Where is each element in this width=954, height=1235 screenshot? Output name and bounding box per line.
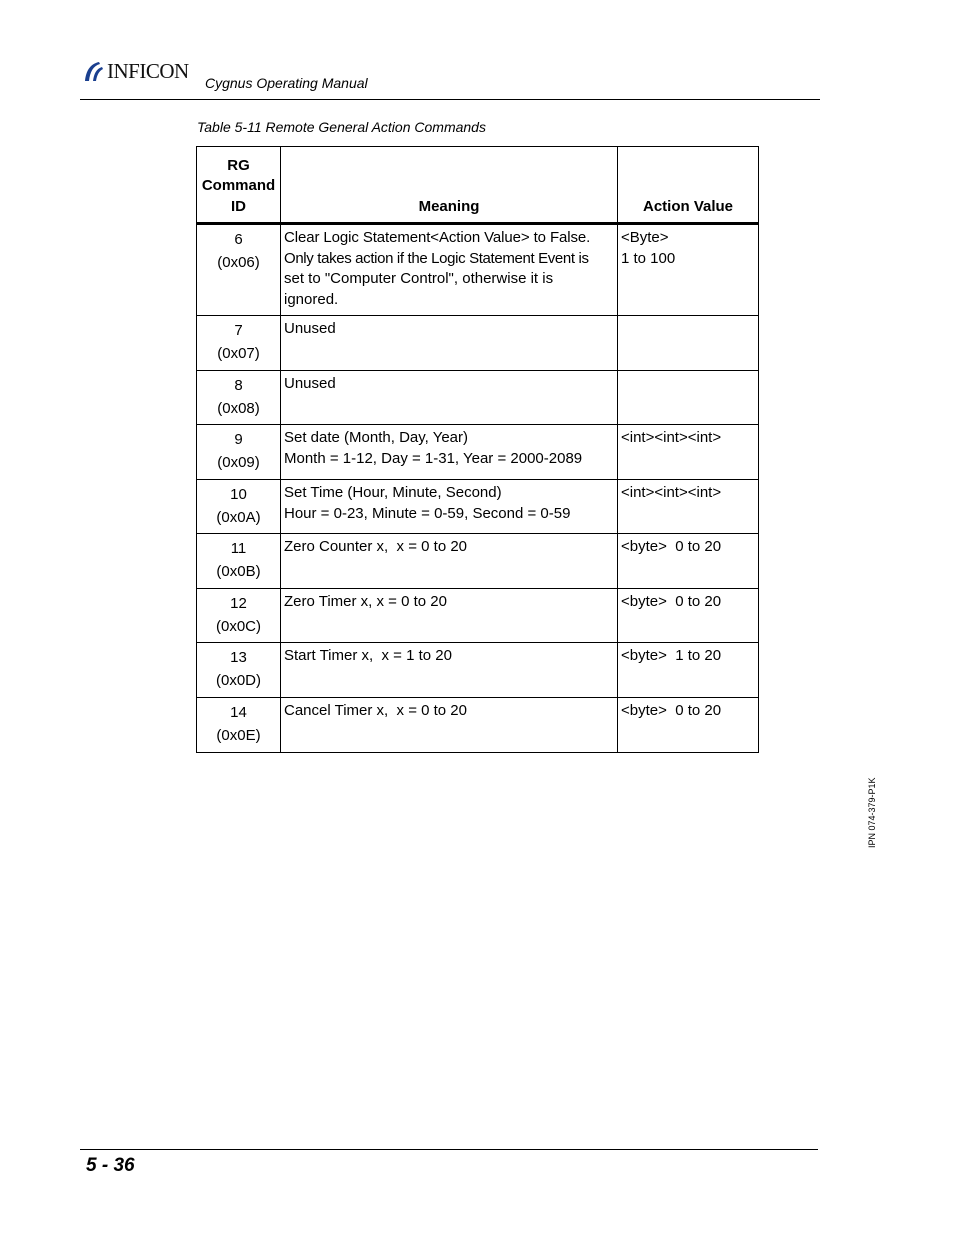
header-id-line: RG — [227, 156, 250, 174]
action-value-cell — [618, 589, 759, 643]
command-hex: (0x08) — [217, 400, 260, 417]
meaning-cell — [281, 316, 618, 371]
table-row — [197, 316, 759, 371]
command-id: 13 — [230, 649, 247, 666]
command-id-cell — [197, 371, 281, 425]
meaning-cell — [281, 371, 618, 425]
table-row — [197, 480, 759, 534]
action-value-line: <byte> 0 to 20 — [621, 593, 722, 610]
command-id: 8 — [234, 377, 243, 394]
manual-title: Cygnus Operating Manual — [205, 75, 368, 91]
command-id: 12 — [230, 595, 247, 612]
meaning-line: Month = 1-12, Day = 1-31, Year = 2000-2089 — [284, 449, 583, 467]
meaning-line: Cancel Timer x, x = 0 to 20 — [284, 702, 467, 719]
command-hex: (0x0D) — [215, 672, 261, 689]
meaning-line: Zero Counter x, x = 0 to 20 — [284, 538, 468, 555]
meaning-line: Start Timer x, x = 1 to 20 — [284, 647, 452, 664]
meaning-line: Clear Logic Statement<Action Value> to False. — [284, 229, 591, 246]
command-id: 11 — [230, 540, 247, 557]
action-value-cell — [618, 698, 759, 753]
command-id-cell — [197, 643, 281, 698]
inficon-logo-icon — [82, 59, 104, 83]
column-header-meaning: Meaning — [281, 147, 618, 224]
command-hex: (0x0E) — [216, 727, 261, 744]
command-id: 9 — [234, 431, 243, 448]
table-row — [197, 224, 759, 316]
meaning-line: Set date (Month, Day, Year) — [284, 429, 468, 446]
action-value-cell — [618, 224, 759, 316]
table-row — [197, 698, 759, 753]
action-value-line: <byte> 0 to 20 — [621, 702, 722, 719]
meaning-cell — [281, 589, 618, 643]
remote-general-action-commands-table — [196, 146, 759, 753]
footer-divider — [80, 1149, 818, 1150]
meaning-cell — [281, 643, 618, 698]
action-value-cell — [618, 371, 759, 425]
command-hex: (0x09) — [217, 454, 260, 471]
command-id-cell — [197, 425, 281, 480]
command-id-cell — [197, 480, 281, 534]
action-value-line: 1 to 100 — [621, 249, 676, 267]
meaning-cell — [281, 698, 618, 753]
table-row — [197, 643, 759, 698]
meaning-line: Only takes action if the Logic Statement Event is — [284, 249, 589, 267]
command-id-cell — [197, 534, 281, 589]
action-value-cell — [618, 480, 759, 534]
command-id-cell — [197, 316, 281, 371]
meaning-line: Hour = 0-23, Minute = 0-59, Second = 0-59 — [284, 504, 571, 522]
meaning-line: Unused — [284, 320, 336, 337]
command-id: 10 — [230, 486, 247, 503]
action-value-line: <int><int><int> — [621, 429, 722, 446]
action-value-cell — [618, 534, 759, 589]
action-value-line: <byte> 1 to 20 — [621, 647, 722, 664]
page-number: 5 - 36 — [86, 1155, 135, 1176]
meaning-cell — [281, 534, 618, 589]
table-row — [197, 371, 759, 425]
command-hex: (0x07) — [217, 345, 260, 362]
table-row — [197, 425, 759, 480]
meaning-line: ignored. — [284, 290, 339, 308]
command-id: 7 — [234, 322, 243, 339]
action-value-line: <byte> 0 to 20 — [621, 538, 722, 555]
table-row — [197, 534, 759, 589]
header-id-line: ID — [231, 197, 246, 215]
command-id: 14 — [230, 704, 247, 721]
meaning-line: Zero Timer x, x = 0 to 20 — [284, 593, 447, 610]
meaning-line: Set Time (Hour, Minute, Second) — [284, 484, 502, 501]
action-value-cell — [618, 643, 759, 698]
command-id-cell — [197, 589, 281, 643]
table-caption: Table 5-11 Remote General Action Commands — [197, 119, 486, 135]
meaning-cell — [281, 425, 618, 480]
header-id-line: Command — [201, 177, 276, 194]
inficon-logo — [82, 58, 189, 84]
command-hex: (0x0A) — [216, 509, 261, 526]
meaning-line: Unused — [284, 375, 336, 392]
table-row — [197, 589, 759, 643]
action-value-line: <Byte> — [621, 229, 669, 246]
action-value-cell — [618, 425, 759, 480]
document-part-number: IPN 074-379-P1K — [867, 777, 877, 848]
brand-name: INFICON — [107, 58, 189, 83]
action-value-cell — [618, 316, 759, 371]
meaning-line: set to "Computer Control", otherwise it is — [284, 270, 554, 287]
header-divider — [80, 99, 820, 100]
column-header-action-value: Action Value — [618, 147, 759, 224]
table-header-row — [197, 147, 759, 224]
meaning-cell — [281, 480, 618, 534]
command-hex: (0x0B) — [216, 563, 261, 580]
command-hex: (0x06) — [217, 254, 260, 271]
meaning-cell — [281, 224, 618, 316]
command-hex: (0x0C) — [215, 618, 261, 635]
action-value-line: <int><int><int> — [621, 484, 722, 501]
command-id-cell — [197, 698, 281, 753]
column-header-command-id — [197, 147, 281, 224]
command-id: 6 — [234, 231, 243, 248]
command-id-cell — [197, 224, 281, 316]
